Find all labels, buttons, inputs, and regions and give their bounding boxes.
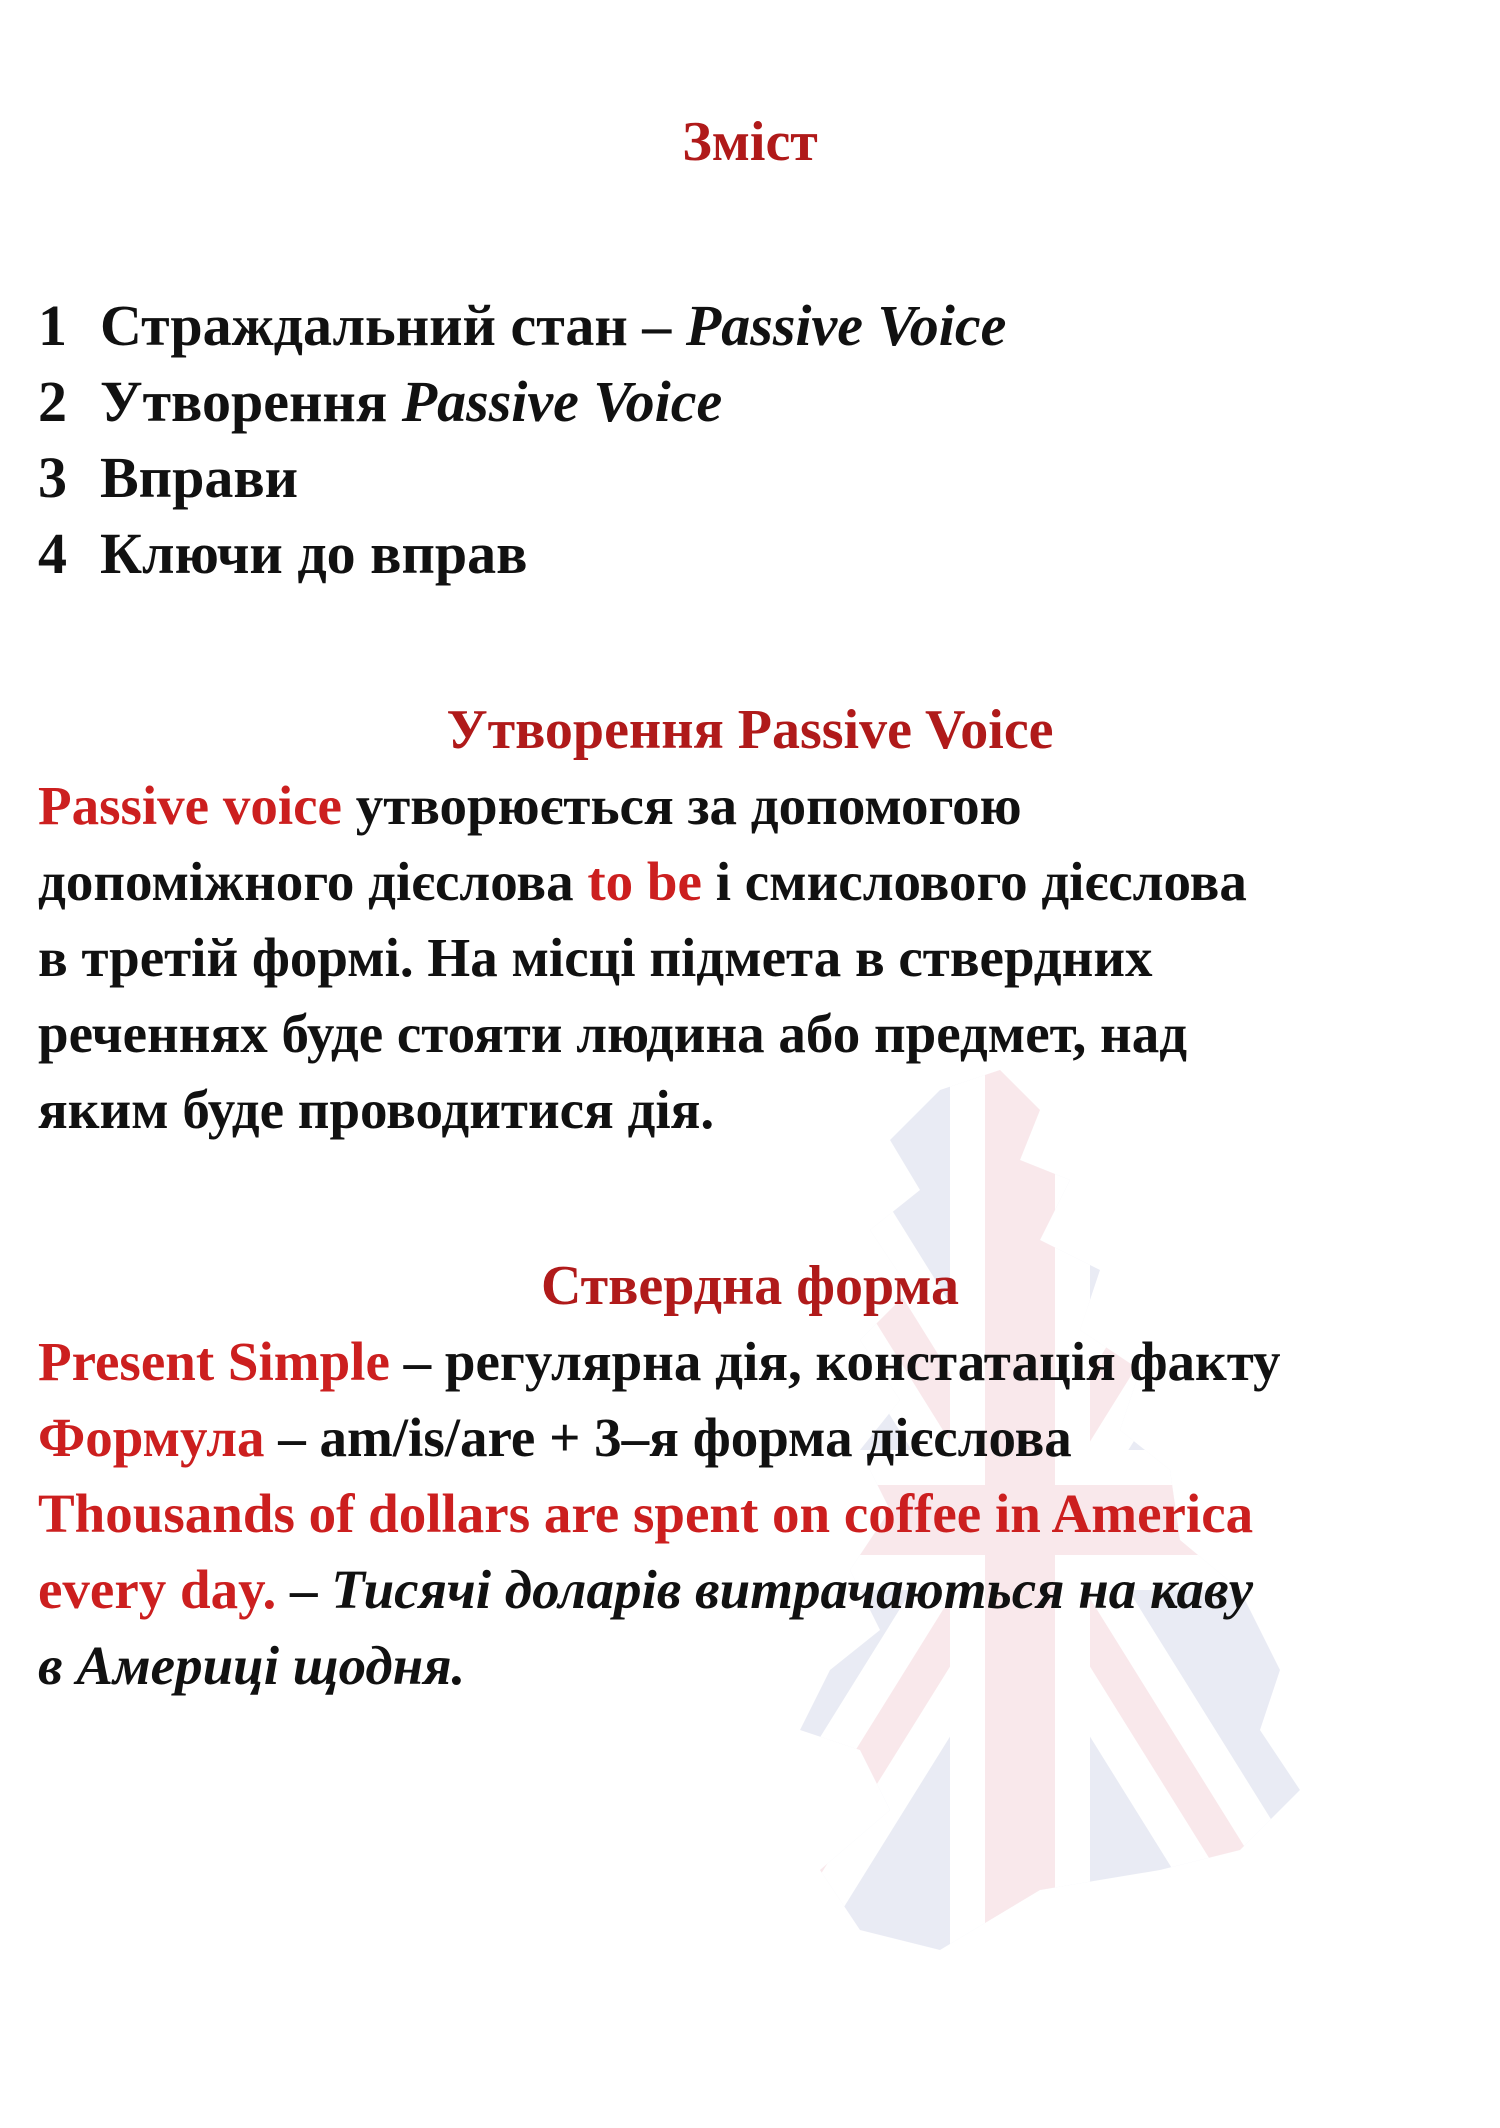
formation-title: Утворення Passive Voice (446, 699, 1054, 761)
table-of-contents (38, 288, 1462, 592)
example-translation-line-1: Тисячі доларів витрачаються на каву (331, 1559, 1253, 1620)
formula-label: Формула (38, 1407, 265, 1468)
term-passive-voice: Passive voice (38, 775, 342, 836)
example-english-line-1: Thousands of dollars are spent on coffee in America (38, 1483, 1254, 1544)
example-english-line-2: every day. (38, 1559, 277, 1620)
toc-item-4[interactable]: 4 Ключи до вправ (38, 521, 528, 586)
toc-item-3[interactable]: 3 Вправи (38, 445, 299, 510)
example-translation-line-2: в Америці щодня. (38, 1635, 466, 1696)
toc-title: Зміст (682, 111, 818, 173)
toc-item-2[interactable]: 2 Утворення Passive Voice (38, 369, 723, 434)
affirmative-paragraph: Present Simple – регулярна дія, констатація факту Формула – am/is/are + 3–я форма дієслова Thousands of dollars are spent on coffee in America every day. – Тисячі доларів витрачаються на каву в Америці щодня. (38, 1324, 1462, 1704)
term-to-be: to be (587, 851, 702, 912)
formation-paragraph: Passive voice утворюється за допомогою допоміжного дієслова to be і смислового дієслова в третій формі. На місці підмета в ствердних реченнях буде стояти людина або предмет, над яким буде проводитися дія. (38, 775, 1247, 1140)
affirmative-title: Ствердна форма (540, 1255, 960, 1317)
toc-item-1[interactable]: 1 Страждальний стан – Passive Voice (38, 293, 1007, 358)
tense-name: Present Simple (38, 1331, 390, 1392)
